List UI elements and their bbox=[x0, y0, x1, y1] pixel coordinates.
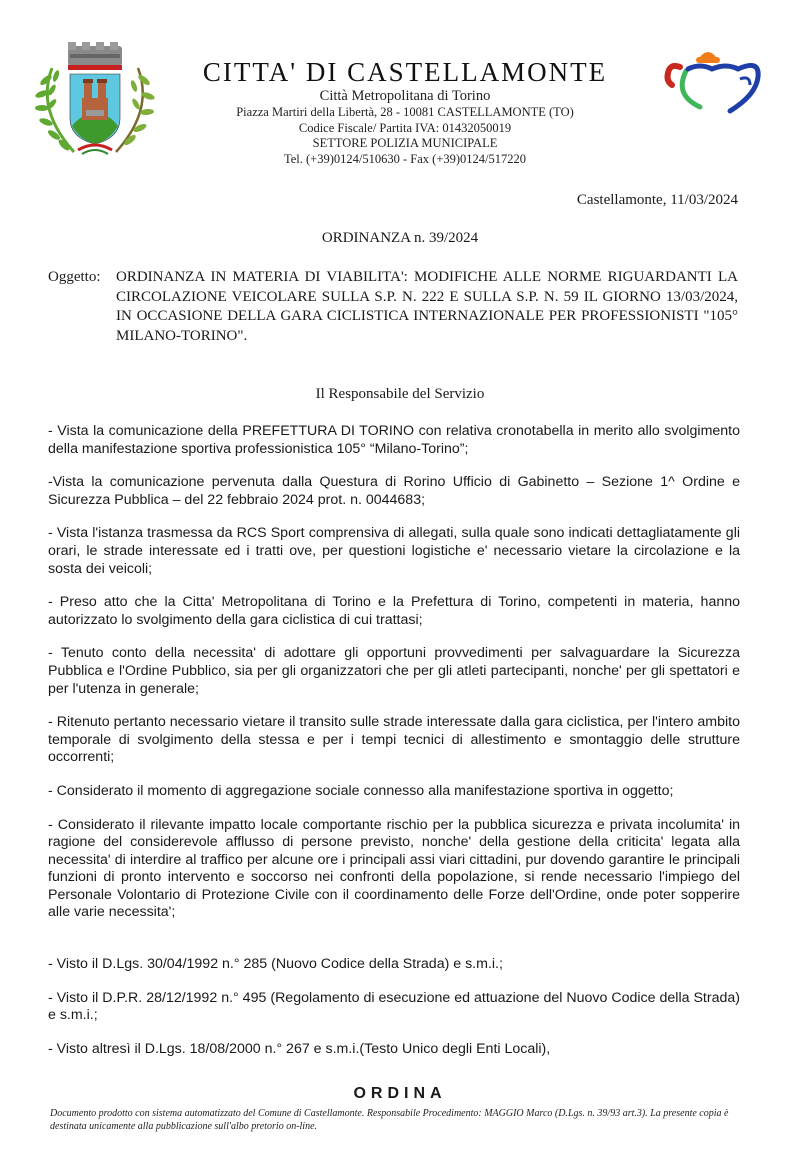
recital-paragraph: - Visto il D.P.R. 28/12/1992 n.° 495 (Regolamento di esecuzione ed attuazione del Nuovo Codice della Strada) e s.m.i.; bbox=[48, 989, 740, 1024]
responsible-heading: Il Responsabile del Servizio bbox=[315, 386, 485, 402]
recital-paragraph: - Considerato il momento di aggregazione sociale connesso alla manifestazione sportiva in oggetto; bbox=[48, 782, 674, 799]
subject-text: ORDINANZA IN MATERIA DI VIABILITA': MODIFICHE ALLE NORME RIGUARDANTI LA CIRCOLAZIONE VEICOLARE SULLA S.P. N. 222 E SULLA S.P. N. 59 IL GIORNO 13/03/2024, IN OCCASIONE DELLA GARA CICLISTICA INTERNAZIONALE PER PROFESSIONISTI "105° MILANO-TORINO". bbox=[116, 269, 738, 344]
ordinance-number: ORDINANZA n. 39/2024 bbox=[321, 230, 479, 246]
footer-note: Documento prodotto con sistema automatizzato del Comune di Castellamonte. Responsabile Procedimento: MAGGIO Marco (D.Lgs. n. 39/93 art.3). La presente copia è destinata unicamente alla pubblicazione sull'albo pretorio on-line. bbox=[50, 1108, 729, 1132]
place-date: Castellamonte, 11/03/2024 bbox=[576, 192, 738, 208]
subject-block bbox=[48, 268, 738, 346]
department: SETTORE POLIZIA MUNICIPALE bbox=[312, 136, 498, 150]
recital-paragraph: - Preso atto che la Citta' Metropolitana di Torino e la Prefettura di Torino, competenti in materia, hanno autorizzato lo svolgimento della gara ciclistica di cui trattasi; bbox=[48, 594, 740, 628]
letterhead bbox=[170, 56, 640, 167]
recital-paragraph: - Visto il D.Lgs. 30/04/1992 n.° 285 (Nuovo Codice della Strada) e s.m.i.; bbox=[48, 956, 503, 973]
metro-city: Città Metropolitana di Torino bbox=[319, 88, 491, 104]
fiscal-code: Codice Fiscale/ Partita IVA: 01432050019 bbox=[298, 120, 512, 135]
municipal-crest-icon bbox=[30, 40, 160, 162]
recital-paragraph: - Tenuto conto della necessita' di adottare gli opportuni provvedimenti per salvaguardare la Sicurezza Pubblica e l'Ordine Pubblico, sia per gli organizzatori che per gli atleti partecipanti, nonche' per gli spettatori e per l'utenza in generale; bbox=[48, 645, 740, 697]
address: Piazza Martiri della Libertà, 28 - 10081 CASTELLAMONTE (TO) bbox=[236, 105, 574, 119]
recital-paragraph: - Considerato il rilevante impatto locale comportante rischio per la pubblica sicurezza e privata incolumita' in ragione del considerevole afflusso di persone previsto, nonche' della gestione della criticita' legata alla necessita' di interdire al traffico per alcune ore i principali assi viari cittadini, pur dovendo garantire le principali funzioni di pronto intervento e soccorso nei confronti della popolazione, si rende necessario l'impiego del Personale Volontario di Protezione Civile con il coordinamento delle Forze dell'Ordine, onde poter sopperire alle varie necessita'; bbox=[48, 816, 740, 921]
recital-paragraph: - Ritenuto pertanto necessario vietare il transito sulle strade interessate dalla gara ciclistica, per l'intero ambito temporale di svolgimento della stessa e per i tempi tecnici di allestimento e smontaggio delle strutture occorrenti; bbox=[48, 714, 740, 766]
subject-label: Oggetto: bbox=[48, 269, 101, 285]
ordina-heading: ORDINA bbox=[353, 1085, 447, 1102]
recitals bbox=[48, 423, 740, 1074]
recital-paragraph: - Visto altresì il D.Lgs. 18/08/2000 n.° 267 e s.m.i.(Testo Unico degli Enti Locali), bbox=[48, 1040, 551, 1057]
recital-paragraph: - Vista la comunicazione della PREFETTURA DI TORINO con relativa cronotabella in merito allo svolgimento della manifestazione sportiva professionistica 105° “Milano-Torino”; bbox=[48, 423, 740, 457]
phone-fax: Tel. (+39)0124/510630 - Fax (+39)0124/517220 bbox=[283, 151, 527, 166]
city-title: CITTA' DI CASTELLAMONTE bbox=[202, 57, 608, 87]
teapot-logo-icon bbox=[660, 45, 770, 120]
recital-paragraph: -Vista la comunicazione pervenuta dalla Questura di Rorino Ufficio di Gabinetto – Sezione 1^ Ordine e Sicurezza Pubblica – del 22 febbraio 2024 prot. n. 0044683; bbox=[48, 474, 740, 508]
recital-paragraph: - Vista l'istanza trasmessa da RCS Sport comprensiva di allegati, sulla quale sono indicati dettagliatamente gli orari, le strade interessate ed i tratti ove, per questioni logistiche e' necessario vietare la circolazione e la sosta dei veicoli; bbox=[48, 525, 740, 577]
